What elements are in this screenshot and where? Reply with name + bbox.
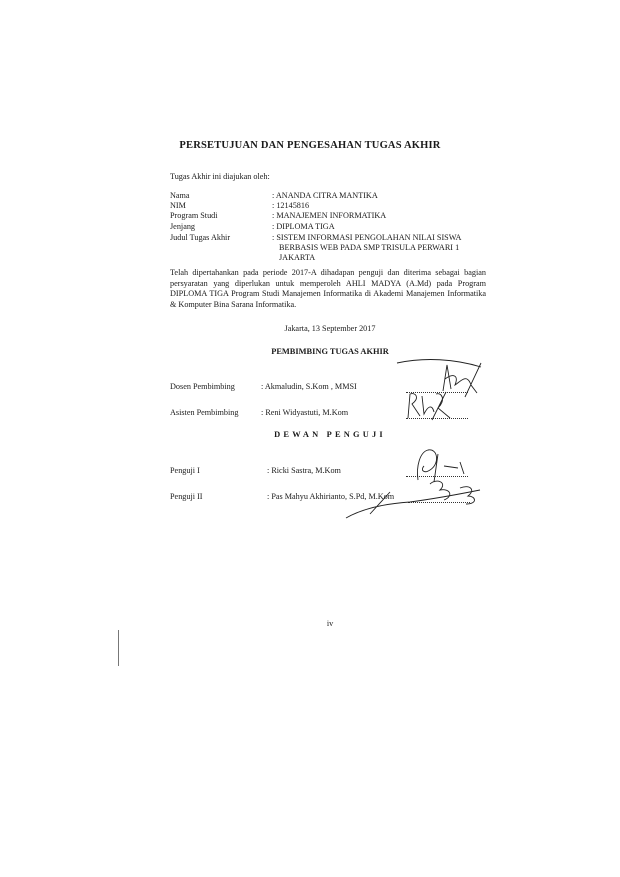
- field-label-program-studi: Program Studi: [170, 211, 218, 220]
- field-label-judul: Judul Tugas Akhir: [170, 233, 231, 242]
- field-value-judul-line-3: JAKARTA: [279, 253, 316, 262]
- examiner-role-1: Penguji I: [170, 466, 200, 475]
- advisors-heading: PEMBIMBING TUGAS AKHIR: [271, 347, 389, 356]
- approval-paragraph: Telah dipertahankan pada periode 2017-A dihadapan penguji dan diterima sebagai bagian persyaratan yang diperlukan untuk memperoleh AHLI MADYA (A.Md) pada Program DIPLOMA TIGA Program Studi Manajemen Informatika di Akademi Manajemen Informatika & Komputer Bina Sarana Informatika.: [170, 268, 486, 309]
- field-value-program-studi: : MANAJEMEN INFORMATIKA: [272, 211, 387, 220]
- signature-examiner-2: [340, 474, 490, 522]
- place-date: Jakarta, 13 September 2017: [284, 324, 376, 333]
- field-value-judul-line-2: BERBASIS WEB PADA SMP TRISULA PERWARI 1: [279, 243, 460, 252]
- field-value-jenjang: : DIPLOMA TIGA: [272, 222, 335, 231]
- scan-artifact-line: [118, 630, 119, 666]
- examiner-name-1: : Ricki Sastra, M.Kom: [267, 466, 341, 475]
- advisor-name-2: : Reni Widyastuti, M.Kom: [261, 408, 349, 417]
- field-label-nim: NIM: [170, 201, 186, 210]
- field-label-jenjang: Jenjang: [170, 222, 196, 231]
- page-number: iv: [326, 619, 334, 628]
- advisor-name-1: : Akmaludin, S.Kom , MMSI: [261, 382, 357, 391]
- advisor-role-2: Asisten Pembimbing: [170, 408, 239, 417]
- signature-advisor-2: [402, 390, 462, 422]
- field-value-judul-line-1: : SISTEM INFORMASI PENGOLAHAN NILAI SISWA: [272, 233, 462, 242]
- examiner-name-2: : Pas Mahyu Akhirianto, S.Pd, M.Kom: [267, 492, 395, 501]
- examiner-role-2: Penguji II: [170, 492, 203, 501]
- advisor-role-1: Dosen Pembimbing: [170, 382, 235, 391]
- field-value-nim: : 12145816: [272, 201, 310, 210]
- field-label-nama: Nama: [170, 191, 190, 200]
- intro-text: Tugas Akhir ini diajukan oleh:: [170, 172, 270, 181]
- document-title: PERSETUJUAN DAN PENGESAHAN TUGAS AKHIR: [179, 140, 441, 151]
- examiners-heading: DEWAN PENGUJI: [274, 430, 386, 439]
- field-value-nama: : ANANDA CITRA MANTIKA: [272, 191, 378, 200]
